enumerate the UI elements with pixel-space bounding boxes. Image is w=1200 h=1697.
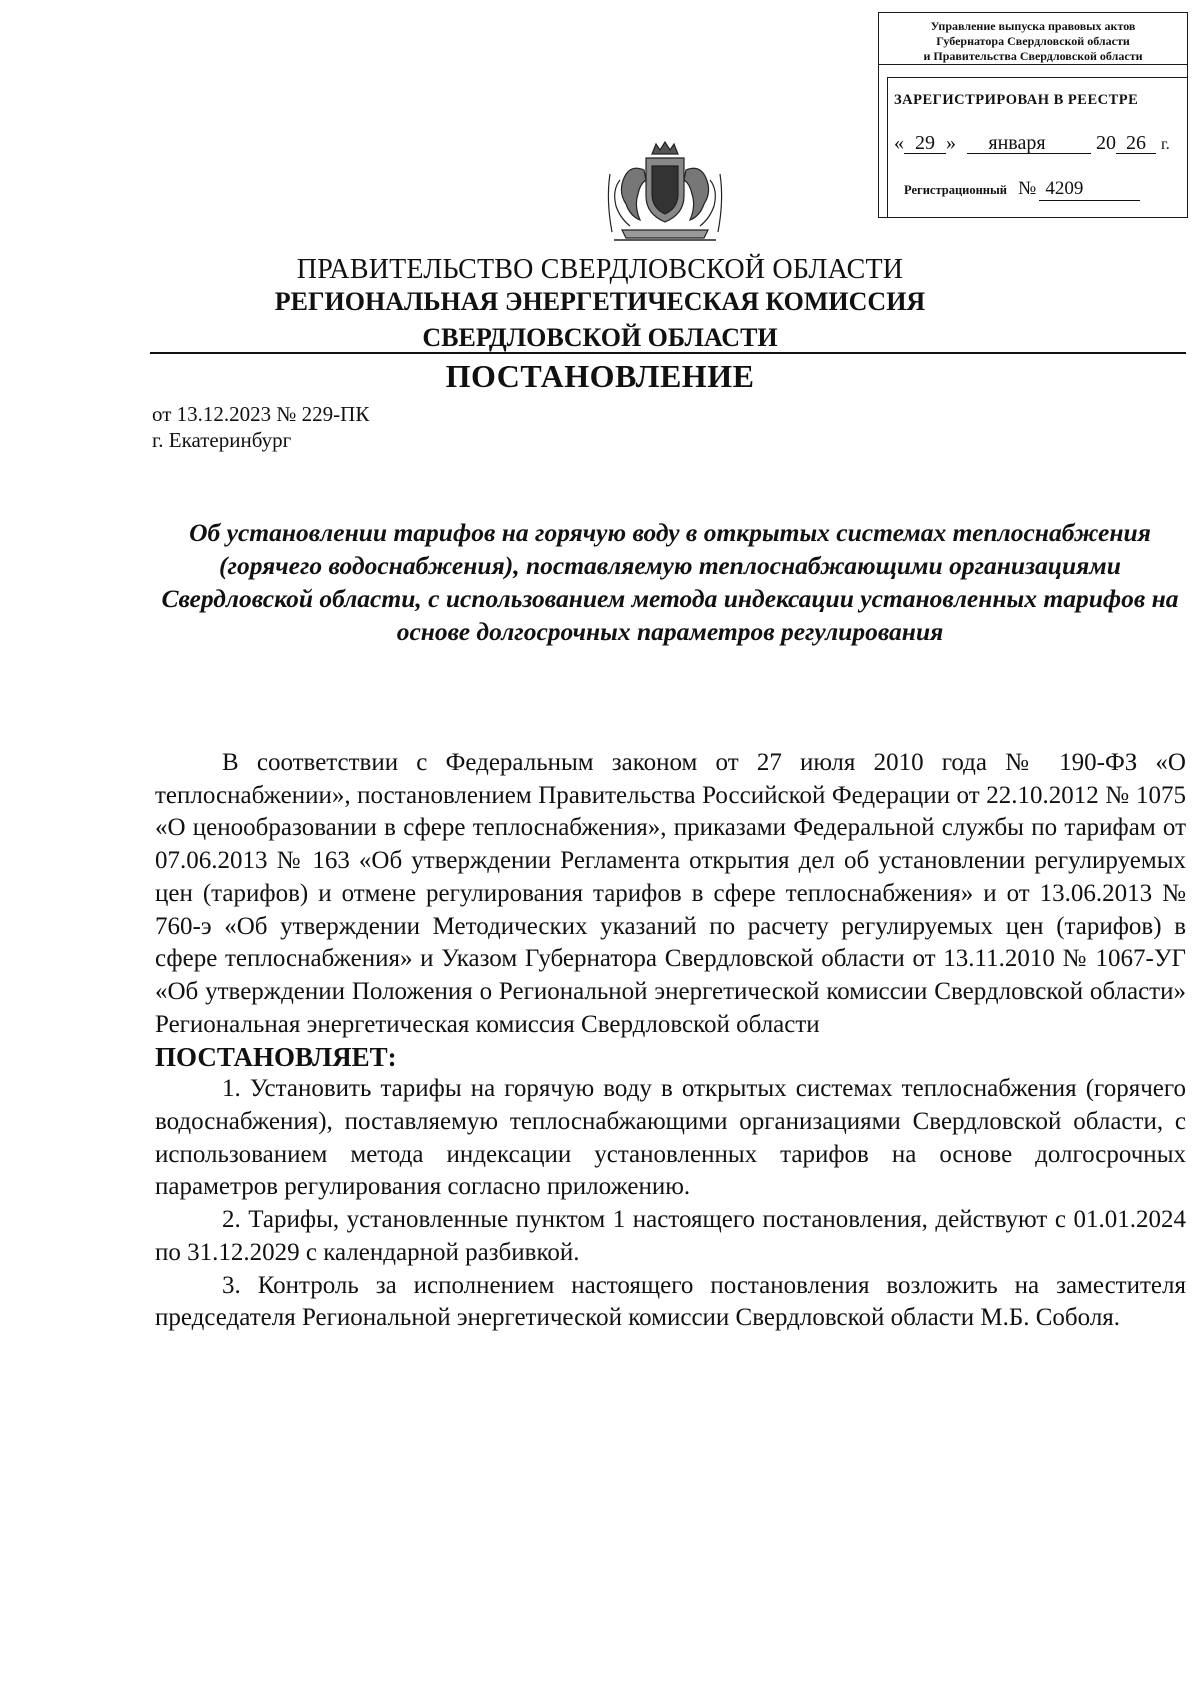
stamp-date [894,132,1170,155]
stamp-year-prefix: 20 [1096,132,1116,154]
item-3-paragraph: 3. Контроль за исполнением настоящего постановления возложить на заместителя председателя Региональной энергетической комиссии Свердловской области М.Б. Соболя. [155,1271,1186,1332]
item-2-paragraph: 2. Тарифы, установленные пунктом 1 настоящего постановления, действуют с 01.01.2024 по 31.12.2029 с календарной разбивкой. [155,1206,1186,1266]
preamble-paragraph: В соответствии с Федеральным законом от 27 июля 2010 года № 190-ФЗ «О теплоснабжении», постановлением Правительства Российской Федерации от 22.10.2012 № 1075 «О ценообразовании в сфере теплоснабжения», приказами Федеральной службы по тарифам от 07.06.2013 № 163 «Об утверждении Регламента открытия дел об установлении регулируемых цен (тарифов) и отмене регулирования тарифов в сфере теплоснабжения» и от 13.06.2013 № 760-э «Об утверждении Методических указаний по расчету регулируемых цен (тарифов) в сфере теплоснабжения» и Указом Губернатора Свердловской области от 13.11.2010 № 1067-УГ «Об утверждении Положения о Региональной энергетической комиссии Свердловской области» Региональная энергетическая комиссия Свердловской области [155,749,1186,1038]
stamp-day: 29 [904,133,946,154]
stamp-header-line: Управление выпуска правовых актов [930,19,1136,33]
date-number: от 13.12.2023 № 229-ПК [152,402,370,426]
stamp-month: января [967,133,1067,154]
stamp-reg-number: 4209 [1039,178,1140,201]
stamp-reg-label: Регистрационный [904,183,1007,197]
stamp-header [879,13,1187,65]
commission-title-line2: СВЕРДЛОВСКОЙ ОБЛАСТИ [422,323,778,352]
stamp-inner-box [887,77,1187,217]
coat-of-arms-icon [600,140,730,246]
stamp-header-line: и Правительства Свердловской области [923,49,1143,63]
stamp-header-line: Губернатора Свердловской области [936,34,1130,48]
commission-title [0,284,1200,356]
commission-title-line1: РЕГИОНАЛЬНАЯ ЭНЕРГЕТИЧЕСКАЯ КОМИССИЯ [274,287,926,316]
stamp-reg-no-sign: № [1018,178,1037,199]
document-type-title: ПОСТАНОВЛЕНИЕ [445,358,755,394]
document-body [155,747,1186,1335]
stamp-registered-label: ЗАРЕГИСТРИРОВАН В РЕЕСТРЕ [894,92,1139,108]
stamp-open-quote: « [894,132,904,154]
stamp-registration-number [904,178,1140,201]
resolves-heading: ПОСТАНОВЛЯЕТ: [155,1042,397,1073]
header-divider [150,352,1186,354]
stamp-year-suffix: 26 [1116,133,1156,154]
document-meta [152,401,369,453]
registration-stamp [878,12,1188,218]
city: г. Екатеринбург [152,428,292,452]
stamp-month-underline [1067,133,1091,154]
document-subject: Об установлении тарифов на горячую воду в открытых системах теплоснабжения (горячего водоснабжения), поставляемую теплоснабжающими организациями Свердловской области, с использованием метода индексации установленных тарифов на основе долгосрочных параметров регулирования [161,518,1179,646]
item-1-paragraph: 1. Установить тарифы на горячую воду в открытых системах теплоснабжения (горячего водоснабжения), поставляемую теплоснабжающими организациями Свердловской области, с использованием метода индексации установленных тарифов на основе долгосрочных параметров регулирования согласно приложению. [155,1075,1186,1201]
stamp-close-quote: » [946,132,956,154]
stamp-year-abbr: г. [1161,136,1170,153]
government-title: ПРАВИТЕЛЬСТВО СВЕРДЛОВСКОЙ ОБЛАСТИ [296,254,904,285]
